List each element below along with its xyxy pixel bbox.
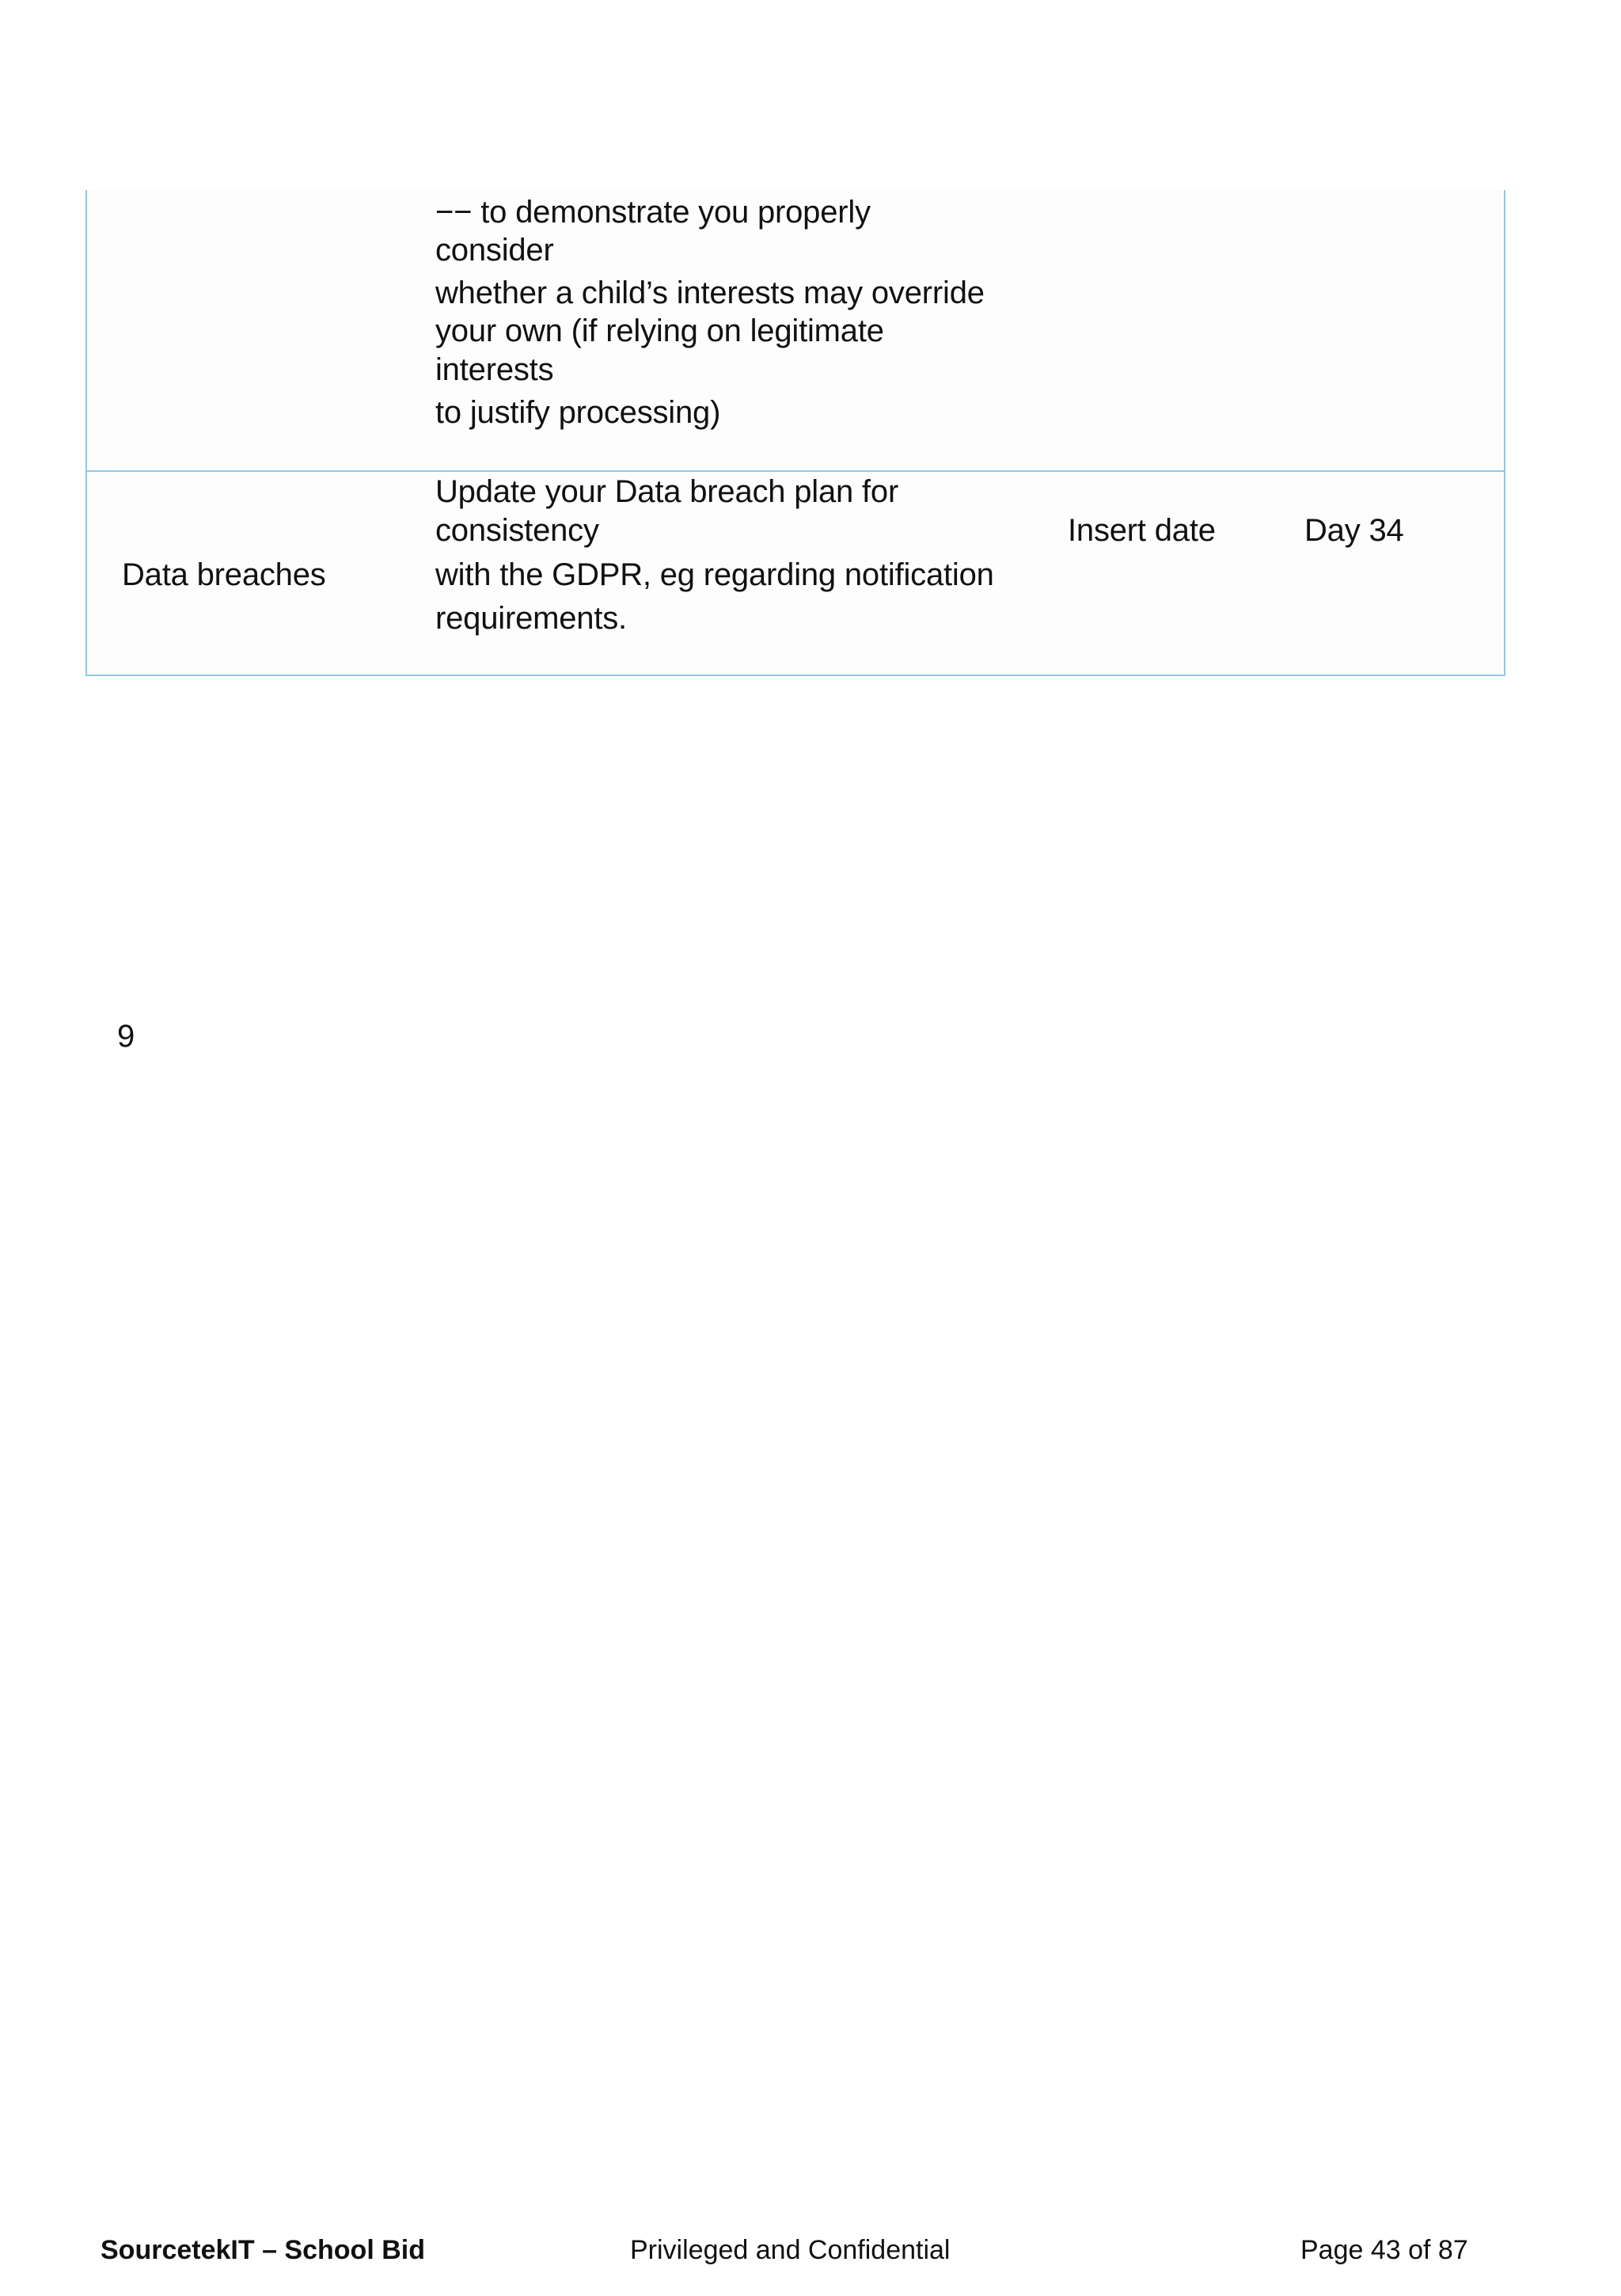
action-line: −− to demonstrate you properly bbox=[435, 195, 871, 230]
footer-confidentiality: Privileged and Confidential bbox=[630, 2235, 951, 2265]
action-table bbox=[85, 190, 1505, 676]
action-line: with the GDPR, eg regarding notification bbox=[435, 557, 994, 592]
row-divider bbox=[87, 470, 1504, 472]
page-marker: 9 bbox=[117, 1019, 135, 1054]
action-line: requirements. bbox=[435, 601, 627, 636]
action-line: consider bbox=[435, 233, 554, 268]
action-line: to justify processing) bbox=[435, 395, 721, 430]
action-line: whether a child’s interests may override bbox=[435, 276, 985, 310]
topic-cell: Data breaches bbox=[122, 557, 326, 592]
action-line: Update your Data breach plan for bbox=[435, 474, 899, 509]
action-line: consistency bbox=[435, 513, 599, 548]
footer-page-count: Page 43 of 87 bbox=[1300, 2235, 1468, 2265]
action-line: interests bbox=[435, 352, 554, 387]
date-cell: Insert date bbox=[1068, 513, 1216, 548]
footer-company: SourcetekIT – School Bid bbox=[101, 2235, 425, 2265]
day-cell: Day 34 bbox=[1304, 513, 1404, 548]
action-line: your own (if relying on legitimate bbox=[435, 314, 884, 348]
